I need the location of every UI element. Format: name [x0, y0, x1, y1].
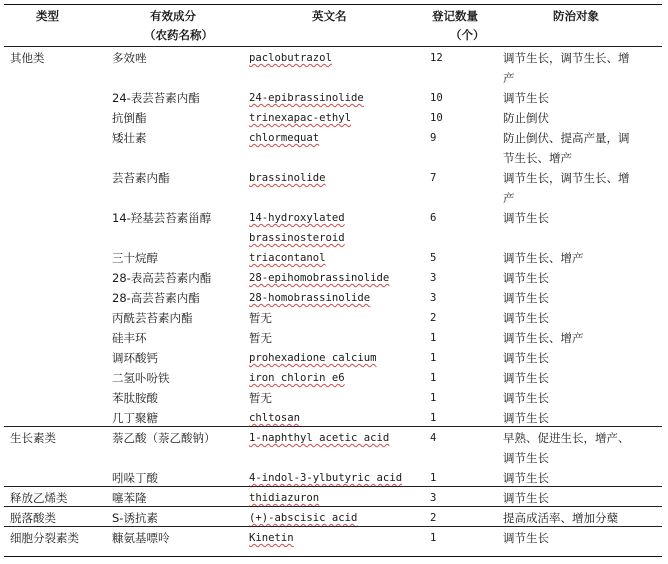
english-name: 24-epibrassinolide	[249, 92, 364, 104]
english-name: brassinolide	[249, 172, 326, 184]
control-target: 调节生长、增产	[503, 251, 584, 265]
ingredient-name: 硅丰环	[112, 331, 147, 345]
english-name: 暂无	[249, 331, 272, 345]
english-name: paclobutrazol	[249, 52, 332, 64]
english-name: chlormequat	[249, 132, 320, 144]
registration-count: 1	[430, 352, 437, 364]
registration-count: 5	[430, 252, 437, 264]
english-name: 14-hydroxylated	[249, 212, 345, 224]
header-count-unit: （个）	[450, 28, 485, 42]
english-name: prohexadione calcium	[249, 352, 377, 364]
registration-count: 1	[430, 332, 437, 344]
registration-count: 6	[430, 212, 437, 224]
english-name: triacontanol	[249, 252, 326, 264]
control-target: 产	[503, 191, 515, 205]
english-name: Kinetin	[249, 532, 294, 544]
registration-count: 4	[430, 432, 437, 444]
ingredient-name: 丙酰芸苔素内酯	[112, 311, 193, 325]
registration-count: 3	[430, 292, 437, 304]
ingredient-name: 二氢卟吩铁	[112, 371, 170, 385]
group-type-label: 细胞分裂素类	[10, 531, 79, 545]
ingredient-name: 抗倒酯	[112, 111, 147, 125]
ingredient-name: 糠氨基嘌呤	[112, 531, 170, 545]
control-target: 产	[503, 71, 515, 85]
control-target: 调节生长	[503, 211, 549, 225]
control-target: 调节生长	[503, 451, 549, 465]
english-name: trinexapac-ethyl	[249, 112, 352, 124]
table-bottom-rule	[4, 556, 662, 557]
ingredient-name: 几丁聚糖	[112, 411, 158, 425]
ingredient-name: 28-表高芸苔素内酯	[112, 271, 212, 285]
english-name: 4-indol-3-ylbutyric acid	[249, 472, 403, 484]
ingredient-name: 28-高芸苔素内酯	[112, 291, 200, 305]
header-bottom-rule	[4, 46, 662, 47]
control-target: 调节生长	[503, 471, 549, 485]
ingredient-name: S-诱抗素	[112, 511, 158, 525]
control-target: 调节生长，调节生长、增	[503, 171, 630, 185]
table-top-rule	[4, 4, 662, 5]
control-target: 调节生长	[503, 371, 549, 385]
registration-count: 1	[430, 392, 437, 404]
registration-count: 3	[430, 492, 437, 504]
ingredient-name: 矮壮素	[112, 131, 147, 145]
english-name: (+)-abscisic acid	[249, 512, 358, 524]
header-english: 英文名	[312, 9, 347, 23]
control-target: 调节生长	[503, 91, 549, 105]
header-count: 登记数量	[432, 9, 478, 23]
control-target: 调节生长，调节生长、增	[503, 51, 630, 65]
control-target: 节生长、增产	[503, 151, 572, 165]
registration-count: 1	[430, 532, 437, 544]
control-target: 防止倒伏、提高产量，调	[503, 131, 630, 145]
ingredient-name: 苯肽胺酸	[112, 391, 158, 405]
ingredient-name: 芸苔素内酯	[112, 171, 170, 185]
registration-count: 9	[430, 132, 437, 144]
ingredient-name: 萘乙酸（萘乙酸钠）	[112, 431, 216, 445]
header-type: 类型	[36, 9, 59, 23]
english-name: chltosan	[249, 412, 301, 424]
registration-count: 1	[430, 372, 437, 384]
header-ingredient-sub: （农药名称）	[144, 28, 213, 42]
english-name: iron chlorin e6	[249, 372, 345, 384]
registration-count: 3	[430, 272, 437, 284]
control-target: 提高成活率、增加分蘖	[503, 511, 618, 525]
group-separator	[4, 526, 662, 527]
control-target: 调节生长	[503, 291, 549, 305]
control-target: 调节生长	[503, 411, 549, 425]
control-target: 调节生长	[503, 271, 549, 285]
group-separator	[4, 486, 662, 487]
group-separator	[4, 506, 662, 507]
english-name: thidiazuron	[249, 492, 320, 504]
ingredient-name: 调环酸钙	[112, 351, 158, 365]
registration-count: 10	[430, 112, 443, 124]
group-type-label: 释放乙烯类	[10, 491, 68, 505]
ingredient-name: 14-羟基芸苔素甾醇	[112, 211, 212, 225]
registration-count: 10	[430, 92, 443, 104]
header-target: 防治对象	[553, 9, 599, 23]
group-type-label: 生长素类	[10, 431, 56, 445]
english-name: 暂无	[249, 311, 272, 325]
control-target: 调节生长、增产	[503, 331, 584, 345]
control-target: 调节生长	[503, 391, 549, 405]
group-type-label: 其他类	[10, 51, 45, 65]
registration-count: 12	[430, 52, 443, 64]
control-target: 早熟、促进生长，增产、	[503, 431, 630, 445]
registration-count: 2	[430, 312, 437, 324]
control-target: 调节生长	[503, 311, 549, 325]
registration-count: 1	[430, 412, 437, 424]
ingredient-name: 24-表芸苔素内酯	[112, 91, 200, 105]
control-target: 调节生长	[503, 491, 549, 505]
ingredient-name: 吲哚丁酸	[112, 471, 158, 485]
registration-count: 2	[430, 512, 437, 524]
control-target: 调节生长	[503, 531, 549, 545]
ingredient-name: 多效唑	[112, 51, 147, 65]
ingredient-name: 噻苯隆	[112, 491, 147, 505]
english-name: 暂无	[249, 391, 272, 405]
header-ingredient: 有效成分	[150, 9, 196, 23]
ingredient-name: 三十烷醇	[112, 251, 158, 265]
english-name: 28-homobrassinolide	[249, 292, 371, 304]
control-target: 防止倒伏	[503, 111, 549, 125]
registration-count: 1	[430, 472, 437, 484]
control-target: 调节生长	[503, 351, 549, 365]
english-name: brassinosteroid	[249, 232, 345, 244]
english-name: 28-epihomobrassinolide	[249, 272, 390, 284]
group-separator	[4, 426, 662, 427]
group-type-label: 脱落酸类	[10, 511, 56, 525]
english-name: 1-naphthyl acetic acid	[249, 432, 390, 444]
registration-count: 7	[430, 172, 437, 184]
